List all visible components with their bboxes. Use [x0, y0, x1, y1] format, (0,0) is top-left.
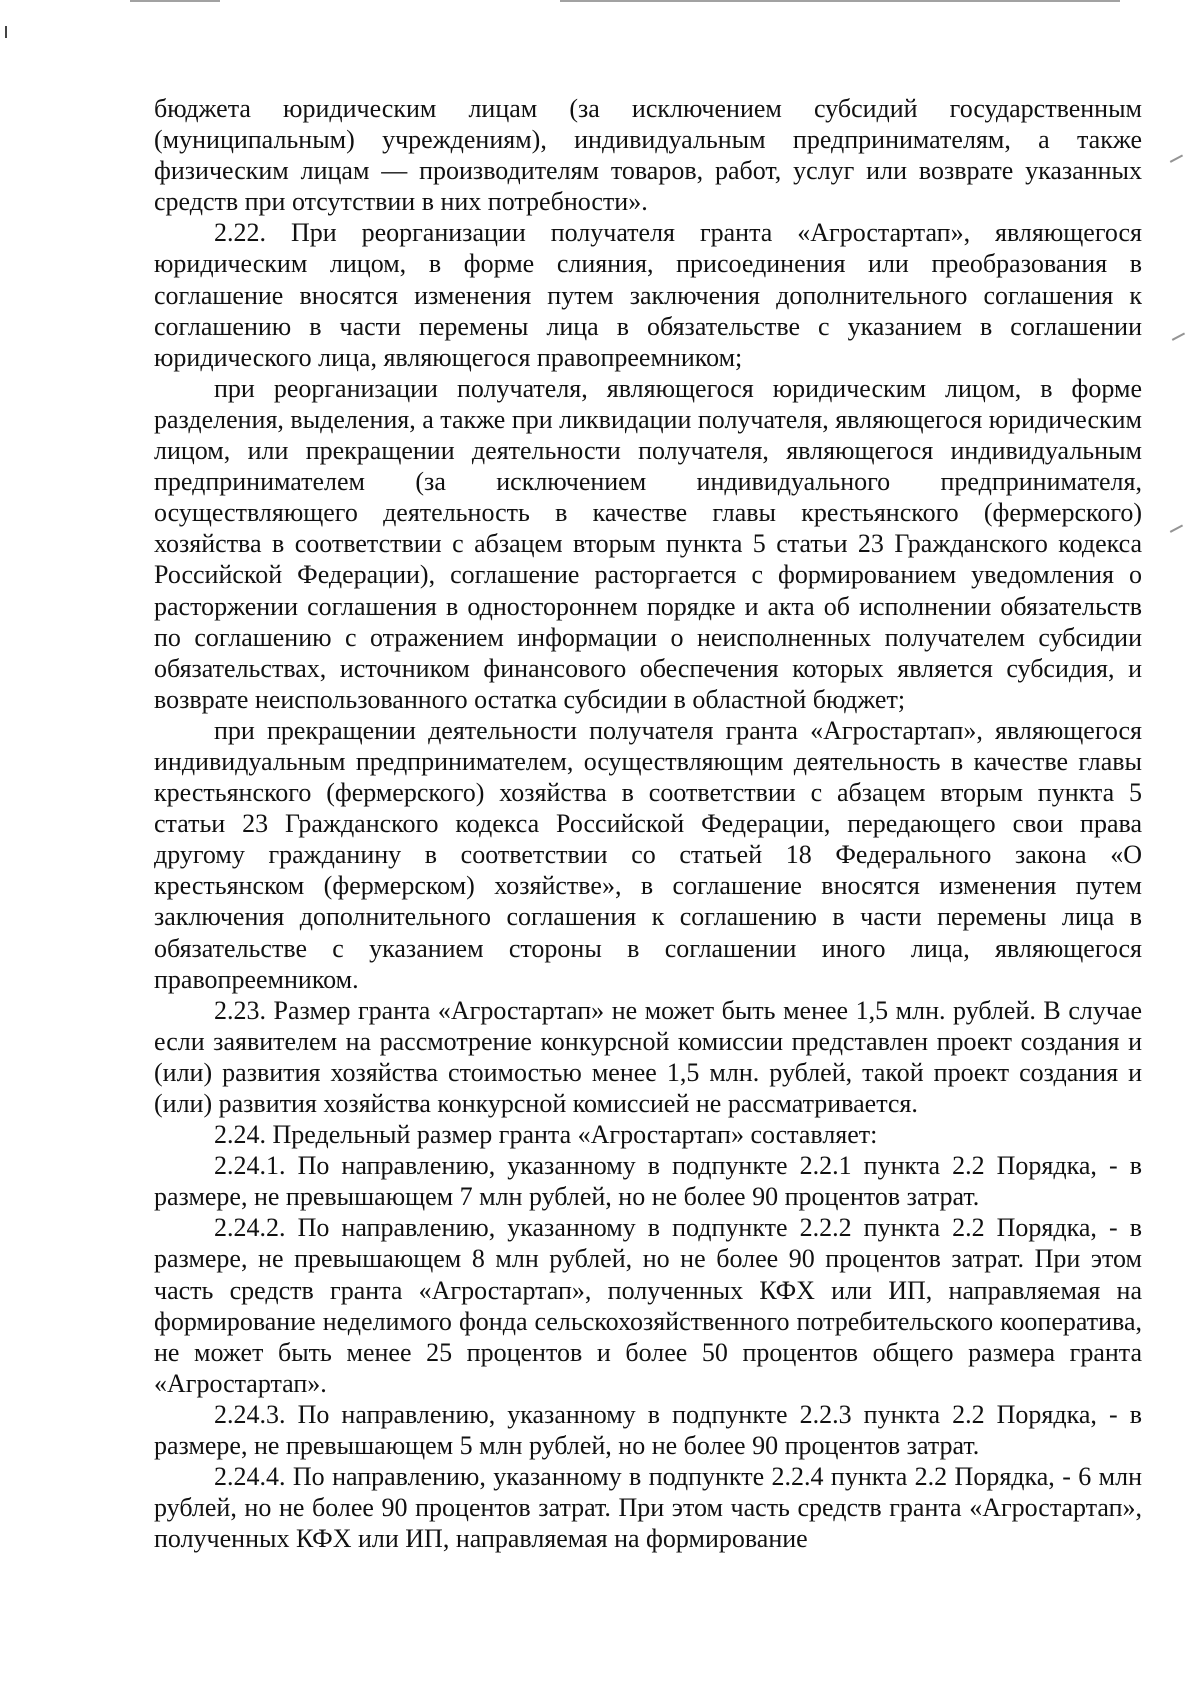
paragraph-2-24-2: 2.24.2. По направлению, указанному в подпункте 2.2.2 пункта 2.2 Порядка, - в размере, не превышающем 8 млн рублей, но не более 90 процентов затрат. При этом часть средств гранта «Агростартап», полученных КФХ или ИП, направляемая на формирование неделимого фонда сельскохозяйственного потребительского кооператива, не может быть менее 25 процентов и более 50 процентов общего размера гранта «Агростартап».	[154, 1213, 1142, 1398]
scan-top-edge-left	[130, 0, 220, 2]
paragraph-continuation: бюджета юридическим лицам (за исключением субсидий государственным (муниципальным) учреждениям), индивидуальным предпринимателям, а также физическим лицам — производителям товаров, работ, услуг или возврате указанных средств при отсутствии в них потребности».	[154, 94, 1142, 217]
paragraph-2-24-3: 2.24.3. По направлению, указанному в подпункте 2.2.3 пункта 2.2 Порядка, - в размере, не превышающем 5 млн рублей, но не более 90 процентов затрат.	[154, 1399, 1142, 1461]
paragraph-2-24-1: 2.24.1. По направлению, указанному в подпункте 2.2.1 пункта 2.2 Порядка, - в размере, не превышающем 7 млн рублей, но не более 90 процентов затрат.	[154, 1151, 1142, 1212]
margin-mark	[1167, 519, 1183, 533]
paragraph-2-24-4: 2.24.4. По направлению, указанному в подпункте 2.2.4 пункта 2.2 Порядка, - 6 млн рублей, но не более 90 процентов затрат. При этом часть средств гранта «Агростартап», полученных КФХ или ИП, направляемая на формирование	[154, 1462, 1142, 1554]
scan-left-tick	[5, 26, 7, 38]
margin-mark	[1167, 149, 1183, 163]
scan-top-edge-right	[560, 0, 1120, 2]
paragraph-2-22-reorganization-split: при реорганизации получателя, являющегося юридическим лицом, в форме разделения, выделения, а также при ликвидации получателя, являющегося юридическим лицом, или прекращении деятельности получателя, являющегося индивидуальным предпринимателем (за исключением индивидуального предпринимателя, осуществляющего деятельность в качестве главы крестьянского (фермерского) хозяйства в соответствии с абзацем вторым пункта 5 статьи 23 Гражданского кодекса Российской Федерации), соглашение расторгается с формированием уведомления о расторжении соглашения в одностороннем порядке и акта об исполнении обязательств по соглашению с отражением информации о неисполненных получателем субсидии обязательствах, источником финансового обеспечения которых является субсидия, и возврате неиспользованного остатка субсидии в областной бюджет;	[154, 373, 1142, 714]
paragraph-2-22-termination: при прекращении деятельности получателя гранта «Агростартап», являющегося индивидуальным предпринимателем, осуществляющим деятельность в качестве главы крестьянского (фермерского) хозяйства в соответствии с абзацем вторым пункта 5 статьи 23 Гражданского кодекса Российской Федерации, передающего свои права другому гражданину в соответствии со статьей 18 Федерального закона «О крестьянском (фермерском) хозяйстве», в соглашение вносятся изменения путем заключения дополнительного соглашения к соглашению в части перемены лица в обязательстве с указанием стороны в соглашении иного лица, являющегося правопреемником.	[154, 715, 1142, 994]
paragraph-2-24: 2.24. Предельный размер гранта «Агростартап» составляет:	[214, 1120, 878, 1150]
paragraph-2-23: 2.23. Размер гранта «Агростартап» не может быть менее 1,5 млн. рублей. В случае если заявителем на рассмотрение конкурсной комиссии представлен проект создания и (или) развития хозяйства стоимостью менее 1,5 млн. рублей, такой проект создания и (или) развития хозяйства конкурсной комиссией не рассматривается.	[154, 995, 1142, 1118]
document-body	[154, 93, 1142, 1554]
margin-mark	[1169, 327, 1185, 341]
paragraph-2-22: 2.22. При реорганизации получателя гранта «Агростартап», являющегося юридическим лицом, в форме слияния, присоединения или преобразования в соглашение вносятся изменения путем заключения дополнительного соглашения к соглашению в части перемены лица в обязательстве с указанием в соглашении юридического лица, являющегося правопреемником;	[154, 218, 1142, 372]
